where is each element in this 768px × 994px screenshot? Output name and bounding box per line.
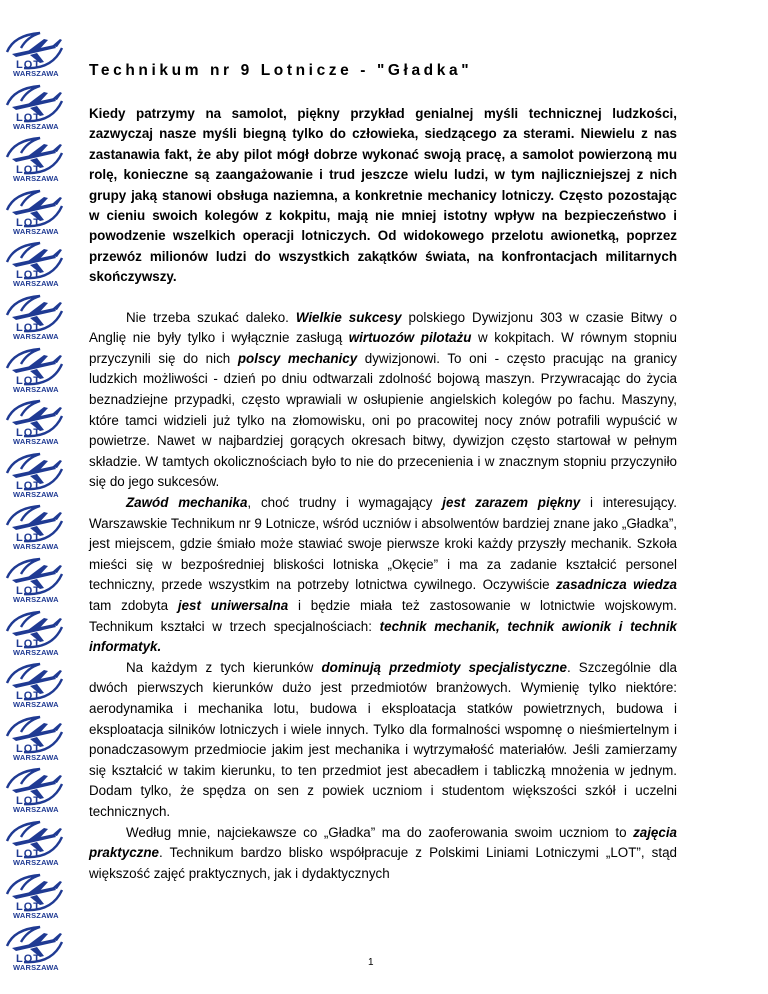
lot-logo <box>4 83 66 136</box>
document-content <box>89 62 677 884</box>
text: Na każdym z tych kierunków <box>126 659 322 675</box>
emphasis: Zawód mechanika <box>126 495 248 510</box>
logo-text: WARSZAWA <box>13 752 59 762</box>
logo-text: WARSZAWA <box>13 331 59 341</box>
svg-text:LOT: LOT <box>16 637 41 650</box>
emphasis: jest zarazem piękny <box>442 495 581 510</box>
svg-text:LOT: LOT <box>16 321 41 334</box>
logo-text: WARSZAWA <box>13 279 59 289</box>
emphasis: polscy mechanicy <box>237 350 358 366</box>
svg-text:LOT: LOT <box>16 742 41 755</box>
logo-column <box>4 30 66 977</box>
lot-logo <box>4 714 66 767</box>
paragraph-zawod <box>89 493 677 658</box>
lot-logo <box>4 135 66 188</box>
logo-text: WARSZAWA <box>13 700 59 710</box>
svg-text:LOT: LOT <box>16 111 41 124</box>
airplane-icon <box>4 398 66 440</box>
lot-logo <box>4 661 66 714</box>
airplane-icon <box>4 556 66 598</box>
logo-text: WARSZAWA <box>13 489 59 499</box>
logo-text: WARSZAWA <box>13 963 59 973</box>
logo-text: WARSZAWA <box>13 69 59 78</box>
lot-logo <box>4 503 66 556</box>
svg-text:LOT: LOT <box>16 164 41 177</box>
airplane-icon <box>4 819 66 861</box>
svg-text:LOT: LOT <box>16 216 41 229</box>
paragraph-przedmioty <box>89 658 677 823</box>
svg-text:LOT: LOT <box>16 59 41 71</box>
emphasis: jest uniwersalna <box>177 597 289 613</box>
lot-logo <box>4 346 66 399</box>
text: , choć trudny i wymagający <box>247 495 443 510</box>
text: Nie trzeba szukać daleko. <box>126 309 296 325</box>
svg-text:LOT: LOT <box>16 374 41 387</box>
text: polskiego Dywizjonu 303 w czasie Bitwy o Anglię nie były tylko i wyłącznie zasługą <box>89 309 678 346</box>
lot-logo <box>4 872 66 925</box>
logo-text: WARSZAWA <box>13 910 59 920</box>
logo-text: WARSZAWA <box>13 384 59 394</box>
text: w kokpitach. W równym stopniu przyczynili się do nich <box>89 330 677 366</box>
airplane-icon <box>4 135 66 177</box>
lot-logo <box>4 819 66 872</box>
text: i interesujący. Warszawskie Technikum nr 9 Lotnicze, wśród uczniów i absolwentów bardziej znane jako „Gładka”, jest miejscem, gdzie śmiało może stawiać swoje pierwsze kroki każdy przyszły mechanik. Szkoła mieści się w bezpośredniej bliskości lotniska „Okęcie” i ma za zadanie kształcić personel techniczny, przede wszystkim na potrzeby lotnictwa cywilnego. Oczywiście <box>89 495 677 593</box>
airplane-icon <box>4 714 66 756</box>
logo-text: WARSZAWA <box>13 174 59 184</box>
lot-logo <box>4 766 66 819</box>
emphasis: zasadnicza wiedza <box>555 577 677 593</box>
airplane-icon <box>4 30 66 72</box>
text: . Technikum bardzo blisko współpracuje z Polskimi Liniami Lotniczymi „LOT”, stąd większość zajęć praktycznych, jak i dydaktycznych <box>89 845 677 881</box>
lot-logo <box>4 30 66 83</box>
airplane-icon <box>4 293 66 335</box>
emphasis: zajęcia praktyczne <box>89 824 677 861</box>
svg-text:LOT: LOT <box>16 795 41 808</box>
airplane-icon <box>4 83 66 125</box>
airplane-icon <box>4 240 66 282</box>
airplane-icon <box>4 872 66 914</box>
lot-logo <box>4 293 66 346</box>
airplane-icon <box>4 503 66 545</box>
text: Według mnie, najciekawsze co „Gładka” ma do zaoferowania swoim uczniom to <box>126 824 634 840</box>
logo-text: WARSZAWA <box>13 857 59 867</box>
logo-text: WARSZAWA <box>13 647 59 657</box>
airplane-icon <box>4 766 66 808</box>
text: i będzie miała też zastosowanie w lotnictwie wojskowym. Technikum kształci w trzech specjalnościach: <box>89 597 678 634</box>
text: . Szczególnie dla dwóch pierwszych kierunków dużo jest przedmiotów branżowych. Wymienię tylko niektóre: aerodynamika i mechanika lotu, budowa i eksploatacja statków powietrznych, budowa i eksploatacja silników lotniczych i wiele innych. Tylko dla formalności wspomnę o nieśmiertelnym i ponadczasowym przedmiocie jakim jest mechanika i wytrzymałość materiałów. Jeśli zamierzamy się kształcić w takim kierunku, to ten przedmiot jest abecadłem i tabliczką mnożenia w jednym. Dodam tylko, że spędza on sen z powiek uczniom i studentom większości szkół i uczelni technicznych. <box>89 659 677 819</box>
airplane-icon <box>4 924 66 966</box>
svg-text:LOT: LOT <box>16 953 41 966</box>
svg-text:LOT: LOT <box>16 690 41 703</box>
airplane-icon <box>4 346 66 388</box>
logo-text: WARSZAWA <box>13 437 59 447</box>
svg-text:LOT: LOT <box>16 427 41 440</box>
logo-text: WARSZAWA <box>13 805 59 815</box>
lot-logo <box>4 240 66 293</box>
lead-paragraph: Kiedy patrzymy na samolot, piękny przykład genialnej myśli technicznej ludzkości, zazwyczaj nasze myśli biegną tylko do człowieka, siedzącego za sterami. Niewielu z nas zastanawia fakt, że aby pilot mógł dobrze wykonać swoją pracę, a samolot powierzoną mu rolę, konieczne są zaangażowanie i trud jeszcze wielu ludzi, w tym najliczniejszej z nich grupy jaką stanowi obsługa naziemna, a konkretnie mechanicy lotniczy. Często pozostając w cieniu swoich kolegów z kokpitu, mają nie mniej istotny wpływ na bezpieczeństwo i powodzenie wszelkich operacji lotniczych. Od widokowego przelotu awionetką, poprzez przewóz milionów ludzi do wszystkich zakątków świata, na konfrontacjach militarnych skończywszy. <box>89 106 677 285</box>
svg-text:LOT: LOT <box>16 479 41 492</box>
airplane-icon <box>4 661 66 703</box>
text: tam zdobyta <box>89 597 178 613</box>
lot-logo <box>4 398 66 451</box>
logo-text: WARSZAWA <box>13 542 59 552</box>
airplane-icon <box>4 609 66 651</box>
paragraph-zajecia <box>89 823 677 885</box>
airplane-icon <box>4 451 66 493</box>
lot-logo <box>4 609 66 662</box>
lot-logo <box>4 924 66 977</box>
paragraph-dywizjon <box>89 308 677 493</box>
logo-text: WARSZAWA <box>13 226 59 236</box>
airplane-icon <box>4 188 66 230</box>
logo-text: WARSZAWA <box>13 594 59 604</box>
logo-text: WARSZAWA <box>13 121 59 131</box>
page-number: 1 <box>368 957 374 968</box>
svg-text:LOT: LOT <box>16 584 41 597</box>
lot-logo <box>4 556 66 609</box>
svg-text:LOT: LOT <box>16 847 41 860</box>
lot-logo <box>4 451 66 504</box>
emphasis: wirtuozów pilotażu <box>348 330 472 346</box>
document-title: Technikum nr 9 Lotnicze - "Gładka" <box>89 62 473 79</box>
emphasis: dominują przedmioty specjalistyczne <box>321 659 567 675</box>
lot-logo <box>4 188 66 241</box>
text: dywizjonowi. To oni - często pracując na granicy ludzkich możliwości - dzień po dniu odtwarzali zdolność bojową maszyn. Przywracając do życia beznadziejne przypadki, często wprawiali w osłupienie angielskich kolegów po fachu. Maszyny, które tamci widzieli już tylko na złomowisku, oni po pracowitej nocy znów potrafili wypuścić w powietrze. Nawet w najbardziej gorących okresach bitwy, dywizjon często startował w pełnym składzie. W tamtych okolicznościach było to nie do przecenienia i w znacznym stopniu przyczyniło się do jego sukcesów. <box>89 350 677 490</box>
emphasis: technik mechanik, technik awionik i technik informatyk. <box>89 618 677 655</box>
svg-text:LOT: LOT <box>16 900 41 913</box>
emphasis: Wielkie sukcesy <box>295 309 402 325</box>
svg-text:LOT: LOT <box>16 269 41 282</box>
svg-text:LOT: LOT <box>16 532 41 545</box>
